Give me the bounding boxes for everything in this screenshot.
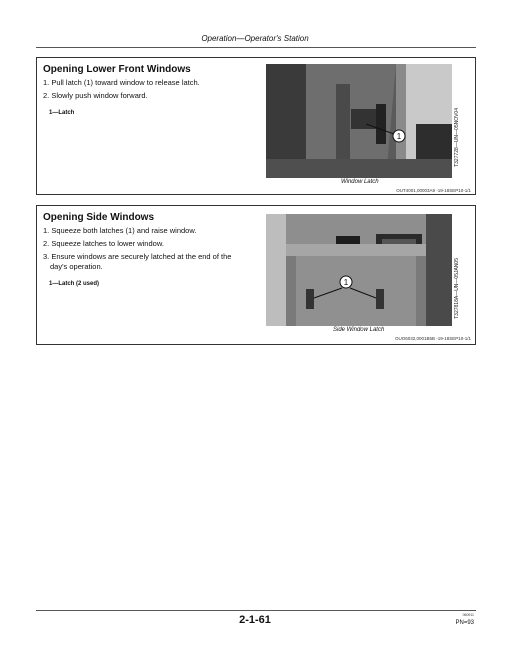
footer-small-code: 060911 bbox=[462, 613, 474, 617]
window-latch-photo bbox=[266, 64, 452, 178]
step-item: day's operation. bbox=[50, 262, 103, 271]
reference-code: OUO6032,0001B5B -19-18SEP10-1/1 bbox=[394, 336, 471, 341]
legend: 1—Latch bbox=[49, 110, 75, 116]
side-window-latch-illustration bbox=[266, 214, 452, 326]
pn-number: PN=93 bbox=[455, 620, 474, 626]
step-item: 1. Pull latch (1) toward window to release latch. bbox=[43, 78, 200, 87]
step-item: 2. Squeeze latches to lower window. bbox=[43, 239, 164, 248]
reference-code: OUT4001,00003A9 -19-18SEP10-1/1 bbox=[396, 188, 471, 193]
section-side-windows bbox=[36, 205, 476, 345]
side-window-latch-photo bbox=[266, 214, 452, 326]
photo-caption: Side Window Latch bbox=[333, 327, 385, 333]
section-title: Opening Side Windows bbox=[43, 212, 155, 223]
footer-rule bbox=[36, 610, 476, 611]
header-rule bbox=[36, 47, 476, 48]
callout-label: 1 bbox=[343, 278, 349, 287]
page-header: Operation—Operator's Station bbox=[201, 34, 309, 43]
steps-list bbox=[43, 78, 263, 104]
steps-list bbox=[43, 226, 263, 275]
legend: 1—Latch (2 used) bbox=[49, 281, 100, 287]
section-lower-front-windows bbox=[36, 57, 476, 195]
page-number: 2-1-61 bbox=[239, 614, 271, 626]
photo-code: T327728—UN—05NOV04 bbox=[454, 108, 460, 167]
step-item: 1. Squeeze both latches (1) and raise window. bbox=[43, 226, 197, 235]
step-item: 3. Ensure windows are securely latched at the end of the bbox=[43, 252, 232, 261]
photo-caption: Window Latch bbox=[341, 179, 379, 185]
section-title: Opening Lower Front Windows bbox=[43, 64, 191, 75]
window-latch-illustration bbox=[266, 64, 452, 178]
callout-label: 1 bbox=[396, 132, 402, 141]
photo-code: T327818A—UN—05JAN05 bbox=[454, 258, 460, 319]
step-item: 2. Slowly push window forward. bbox=[43, 91, 148, 100]
